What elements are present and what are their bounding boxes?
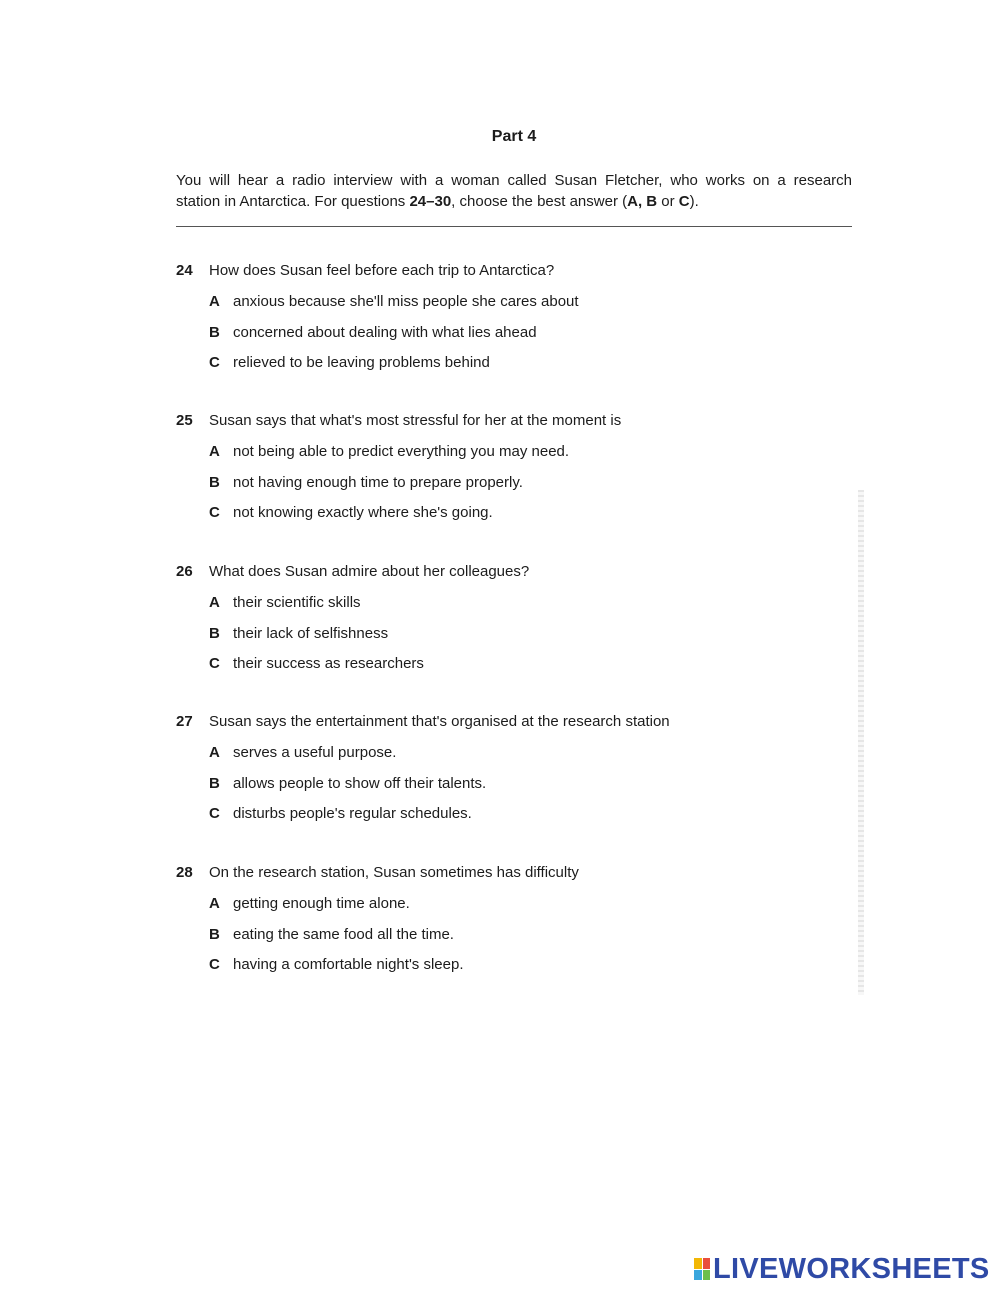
option-c[interactable]: C their success as researchers	[209, 655, 424, 672]
option-a[interactable]: A anxious because she'll miss people she cares about	[209, 293, 579, 310]
question-27	[176, 713, 876, 836]
option-c[interactable]: C having a comfortable night's sleep.	[209, 956, 464, 973]
page-title: Part 4	[491, 128, 537, 145]
question-range: 24–30	[409, 193, 452, 210]
instructions-line-1: You will hear a radio interview with a woman called Susan Fletcher, who works on a research	[176, 172, 852, 189]
divider	[176, 226, 852, 227]
instructions	[176, 170, 852, 212]
question-stem	[176, 262, 876, 293]
option-b[interactable]: B their lack of selfishness	[209, 624, 389, 642]
scan-edge-artifact	[858, 490, 864, 995]
question-25	[176, 412, 876, 535]
question-number: 24	[176, 262, 193, 279]
question-stem	[176, 864, 876, 895]
question-stem	[176, 713, 876, 744]
question-number: 25	[176, 412, 193, 429]
question-number: 28	[176, 864, 193, 881]
option-c[interactable]: C disturbs people's regular schedules.	[209, 805, 472, 822]
option-b[interactable]: B concerned about dealing with what lies ahead	[209, 323, 537, 341]
liveworksheets-logo[interactable]	[694, 1253, 990, 1285]
question-number: 26	[176, 563, 193, 580]
option-b[interactable]: B allows people to show off their talents.	[209, 774, 487, 792]
question-26	[176, 563, 876, 686]
question-stem	[176, 412, 876, 443]
option-a[interactable]: A serves a useful purpose.	[209, 744, 397, 761]
option-b[interactable]: B eating the same food all the time.	[209, 925, 454, 943]
question-24	[176, 262, 876, 385]
question-number: 27	[176, 713, 193, 730]
question-text: Susan says the entertainment that's organised at the research station	[209, 713, 670, 730]
question-text: On the research station, Susan sometimes has difficulty	[209, 864, 579, 881]
option-a[interactable]: A not being able to predict everything you may need.	[209, 443, 570, 460]
option-b[interactable]: B not having enough time to prepare properly.	[209, 473, 523, 491]
question-text: How does Susan feel before each trip to Antarctica?	[209, 262, 555, 279]
option-c[interactable]: C not knowing exactly where she's going.	[209, 504, 493, 521]
liveworksheets-logo-icon	[694, 1258, 710, 1280]
question-stem	[176, 563, 876, 594]
logo-text: LIVEWORKSHEETS	[713, 1252, 990, 1285]
question-text: Susan says that what's most stressful for her at the moment is	[209, 412, 622, 429]
question-text: What does Susan admire about her colleagues?	[209, 563, 530, 580]
option-c[interactable]: C relieved to be leaving problems behind	[209, 354, 490, 371]
option-a[interactable]: A their scientific skills	[209, 594, 361, 611]
instructions-line-2: station in Antarctica. For questions 24–30, choose the best answer (A, B or C).	[176, 193, 699, 210]
option-a[interactable]: A getting enough time alone.	[209, 895, 410, 912]
question-28	[176, 864, 876, 987]
